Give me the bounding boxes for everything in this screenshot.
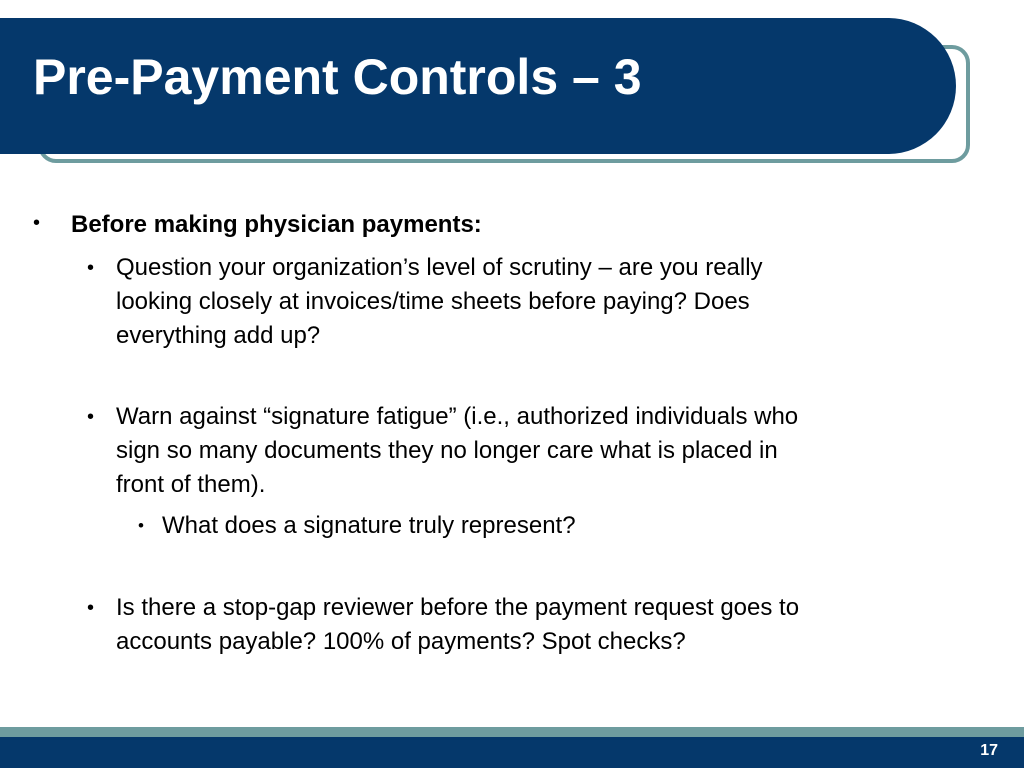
bullet-icon: • [33,212,41,234]
list-item-line: Warn against “signature fatigue” (i.e., authorized individuals who [116,403,799,430]
bullet-icon: • [87,257,95,279]
list-item [87,591,947,659]
list-item-line: accounts payable? 100% of payments? Spot checks? [116,628,686,655]
bullet-icon: • [138,516,144,535]
footer-bar [0,737,1024,768]
page-number: 17 [980,742,998,759]
bullet-icon: • [87,597,95,619]
list-item-line: Question your organization’s level of scrutiny – are you really [116,254,763,281]
list-item [87,251,937,353]
footer-accent-bar [0,727,1024,737]
sub-list-item-text: What does a signature truly represent? [162,512,576,539]
bullet-icon: • [87,406,95,428]
slide-title: Pre-Payment Controls – 3 [33,49,642,105]
heading-bullet-row [33,208,733,242]
list-item-line: looking closely at invoices/time sheets before paying? Does [116,288,750,315]
sub-list-item [138,509,838,543]
list-item [87,400,947,502]
list-item-line: sign so many documents they no longer care what is placed in [116,437,778,464]
list-item-line: Is there a stop-gap reviewer before the payment request goes to [116,594,800,621]
list-item-line: front of them). [116,471,266,498]
heading-text: Before making physician payments: [71,211,482,238]
list-item-line: everything add up? [116,322,321,349]
